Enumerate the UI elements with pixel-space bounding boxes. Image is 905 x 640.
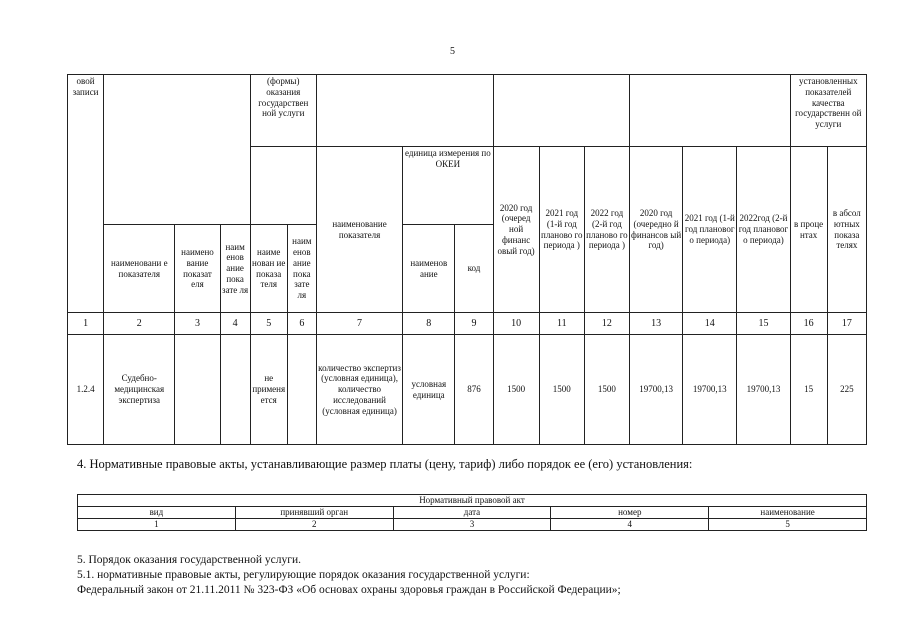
column-number: 17: [827, 313, 866, 335]
column-number: 3: [393, 519, 551, 531]
column-numbers-row: [78, 519, 867, 531]
cell-deviation-absolute: 225: [827, 335, 866, 445]
cell-indicator-name: количество экспертиз (условная единица), количество исследований (условная единица): [316, 335, 402, 445]
column-number: 15: [737, 313, 790, 335]
header-cell-2020-volume: 2020 год (очеред ной финанс овый год): [493, 147, 539, 313]
column-numbers-row: [68, 313, 867, 335]
service-indicators-table: [67, 74, 867, 445]
cell-empty: [287, 335, 316, 445]
table-header-row: [68, 75, 867, 147]
table-caption-row: [78, 495, 867, 507]
cell-volume-2022: 1500: [584, 335, 629, 445]
header-cell-number: номер: [551, 507, 709, 519]
column-number: 16: [790, 313, 827, 335]
header-cell-2021-volume: 2021 год (1-й год планово го периода ): [539, 147, 584, 313]
column-number: 2: [235, 519, 393, 531]
header-cell-deviations: установленных показателей качества государственн ой услуги: [790, 75, 866, 147]
cell-fee-2020: 19700,13: [630, 335, 683, 445]
header-cell-record: овой записи: [68, 75, 104, 313]
column-number: 4: [551, 519, 709, 531]
header-cell-indicator-4: наим енов ание пока зате ля: [220, 225, 250, 313]
cell-empty: [220, 335, 250, 445]
header-cell-volume-group: [493, 75, 629, 147]
column-number: 12: [584, 313, 629, 335]
column-number: 5: [250, 313, 287, 335]
column-number: 9: [455, 313, 493, 335]
section-5-1-heading: 5.1. нормативные правовые акты, регулирующие порядок оказания государственной услуги:: [77, 569, 530, 581]
cell-service-name: Судебно-медицинская экспертиза: [104, 335, 175, 445]
column-number: 3: [175, 313, 220, 335]
cell-deviation-percent: 15: [790, 335, 827, 445]
cell-unit-code: 876: [455, 335, 493, 445]
column-number: 5: [709, 519, 867, 531]
column-number: 8: [403, 313, 455, 335]
column-number: 2: [104, 313, 175, 335]
header-cell-unit-name: наименов ание: [403, 225, 455, 313]
header-cell-2020-fee: 2020 год (очередно й финансов ый год): [630, 147, 683, 313]
column-number: 11: [539, 313, 584, 335]
federal-law-reference: Федеральный закон от 21.11.2011 № 323-ФЗ «Об основах охраны здоровья граждан в Российской Федерации»;: [77, 584, 621, 596]
cell-volume-2021: 1500: [539, 335, 584, 445]
legal-acts-table: [77, 494, 867, 531]
header-cell-date: дата: [393, 507, 551, 519]
column-number: 1: [68, 313, 104, 335]
header-cell-fee-group: [630, 75, 791, 147]
section-5-heading: 5. Порядок оказания государственной услуги.: [77, 554, 301, 566]
table-row: [68, 335, 867, 445]
header-cell-type: вид: [78, 507, 236, 519]
header-cell-indicator-name: наименование показателя: [316, 147, 402, 313]
column-number: 13: [630, 313, 683, 335]
column-number: 10: [493, 313, 539, 335]
header-cell-content-group: [104, 75, 251, 225]
header-cell-unit-code: код: [455, 225, 493, 313]
legal-act-caption: Нормативный правовой акт: [78, 495, 867, 507]
section-4-heading: 4. Нормативные правовые акты, устанавливающие размер платы (цену, тариф) либо порядок ее (его) установления:: [77, 457, 693, 471]
header-cell-indicator-6: наим енов ание пока зате ля: [287, 225, 316, 313]
header-cell-okei-unit: единица измерения по ОКЕИ: [403, 147, 493, 225]
column-number: 4: [220, 313, 250, 335]
column-number: 7: [316, 313, 402, 335]
column-number: 1: [78, 519, 236, 531]
table-header-row: [78, 507, 867, 519]
header-cell-2022-volume: 2022 год (2-й год планово го периода ): [584, 147, 629, 313]
cell-form: не применяется: [250, 335, 287, 445]
header-cell-percent: в проце нтах: [790, 147, 827, 313]
column-number: 6: [287, 313, 316, 335]
header-cell-absolute: в абсол ютных показа телях: [827, 147, 866, 313]
header-cell-2022-fee: 2022год (2-й год плановог о периода): [737, 147, 790, 313]
header-cell-name: наименование: [709, 507, 867, 519]
header-cell-indicator-2: наименовани е показателя: [104, 225, 175, 313]
section-5: [77, 553, 621, 598]
header-cell-indicator-group: [316, 75, 493, 147]
page-number: 5: [450, 46, 455, 57]
header-cell-forms: (формы) оказания государствен ной услуги: [250, 75, 316, 147]
header-cell-indicator-3: наимено вание показат еля: [175, 225, 220, 313]
header-cell-2021-fee: 2021 год (1-й год плановог о периода): [683, 147, 737, 313]
cell-empty: [175, 335, 220, 445]
header-cell-forms-sub: [250, 147, 316, 225]
cell-record-number: 1.2.4: [68, 335, 104, 445]
cell-fee-2021: 19700,13: [683, 335, 737, 445]
header-cell-indicator-5: наиме нован ие показа теля: [250, 225, 287, 313]
cell-unit-name: условная единица: [403, 335, 455, 445]
header-cell-issuing-body: принявший орган: [235, 507, 393, 519]
cell-volume-2020: 1500: [493, 335, 539, 445]
cell-fee-2022: 19700,13: [737, 335, 790, 445]
column-number: 14: [683, 313, 737, 335]
